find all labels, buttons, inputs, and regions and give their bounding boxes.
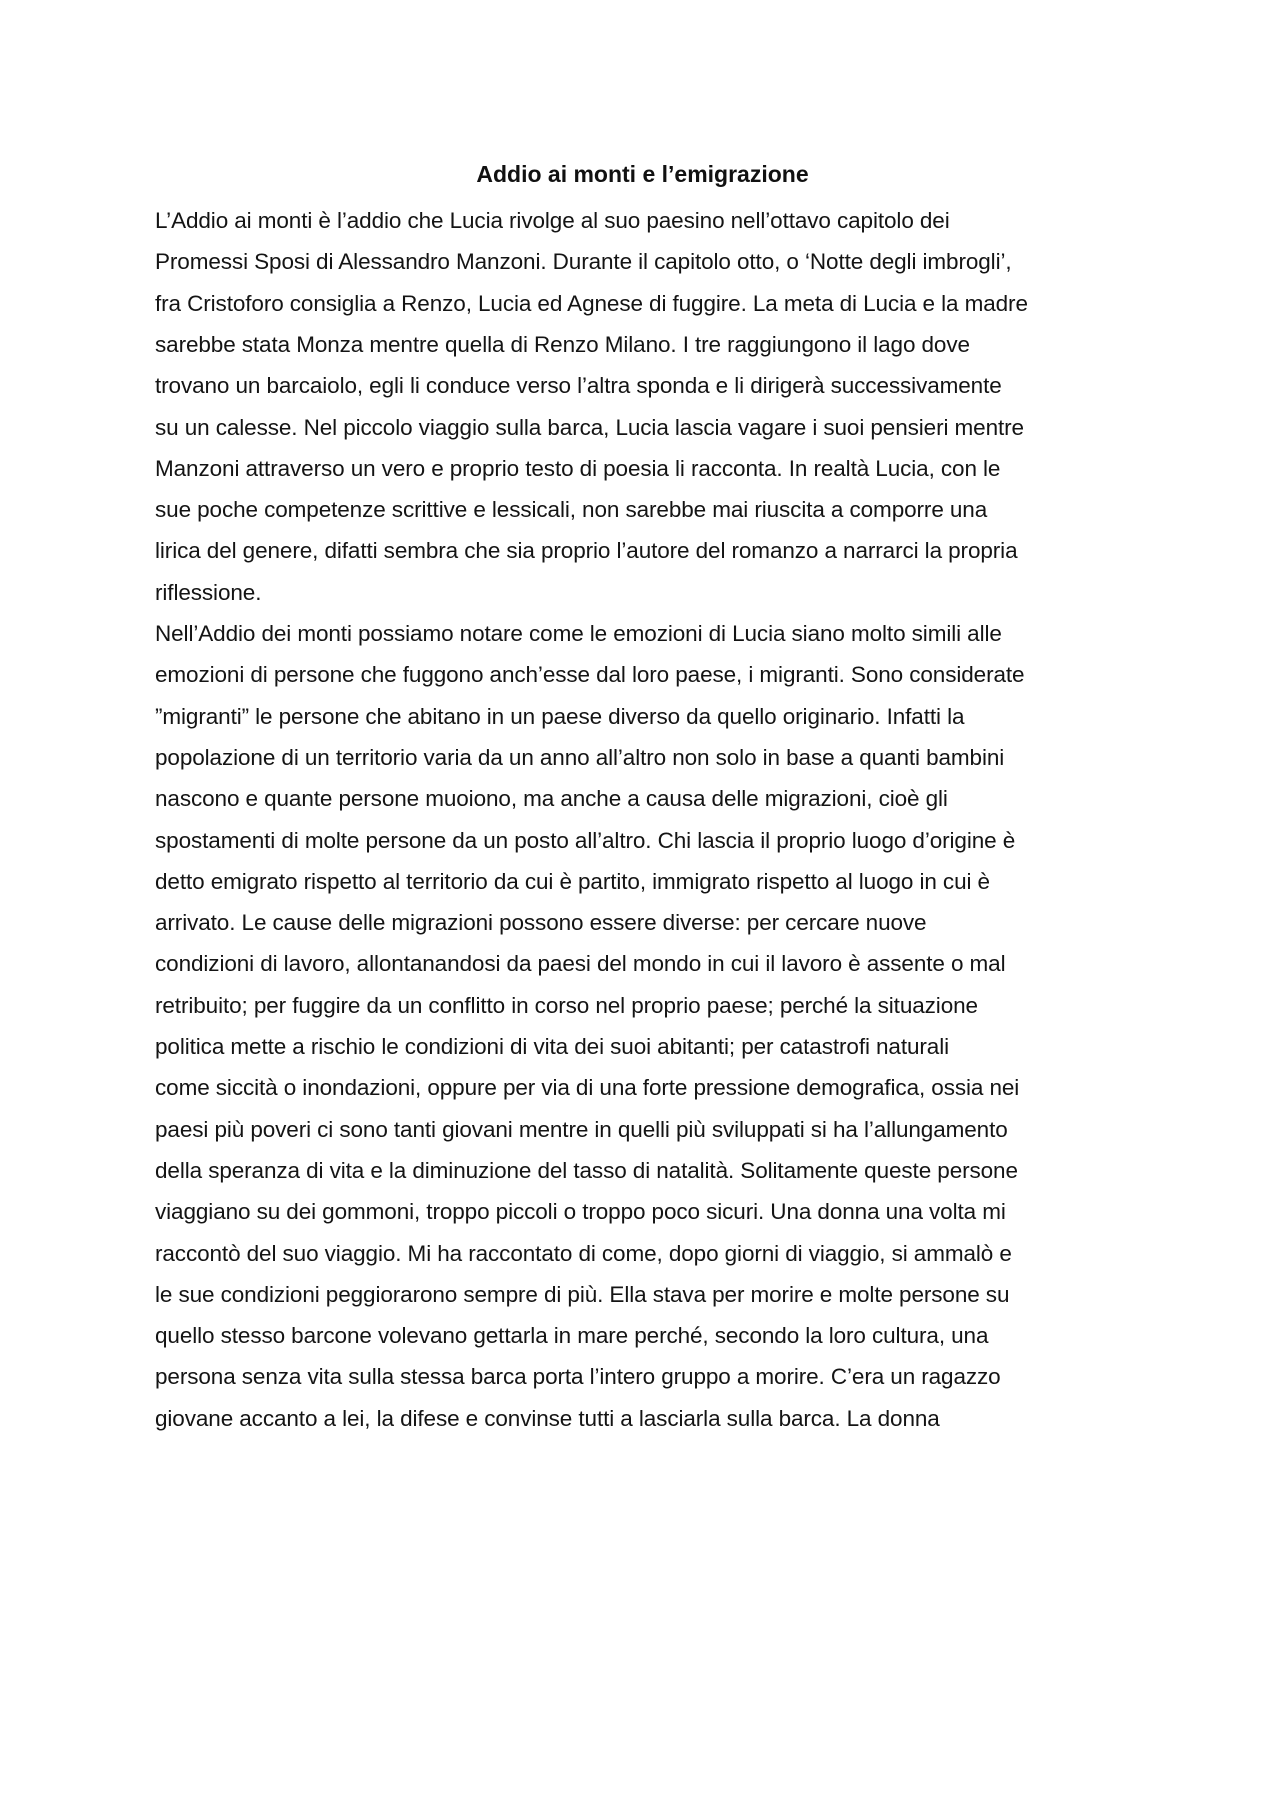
text-line: Manzoni attraverso un vero e proprio testo di poesia li racconta. In realtà Lucia, con le xyxy=(155,455,1001,481)
text-line: Nell’Addio dei monti possiamo notare come le emozioni di Lucia siano molto simili alle xyxy=(155,621,1002,646)
text-line: giovane accanto a lei, la difese e convinse tutti a lasciarla sulla barca. La donna xyxy=(155,1405,940,1431)
text-line: emozioni di persone che fuggono anch’esse dal loro paese, i migranti. Sono considerate xyxy=(155,662,1025,688)
text-line: sue poche competenze scrittive e lessicali, non sarebbe mai riuscita a comporre una xyxy=(155,497,988,523)
text-line: ”migranti” le persone che abitano in un paese diverso da quello originario. Infatti la xyxy=(155,703,965,729)
text-line: fra Cristoforo consiglia a Renzo, Lucia ed Agnese di fuggire. La meta di Lucia e la madre xyxy=(155,290,1028,316)
text-line: paesi più poveri ci sono tanti giovani mentre in quelli più sviluppati si ha l’allungamento xyxy=(155,1116,1008,1142)
text-line: condizioni di lavoro, allontanandosi da paesi del mondo in cui il lavoro è assente o mal xyxy=(155,951,1006,977)
text-line: politica mette a rischio le condizioni di vita dei suoi abitanti; per catastrofi naturali xyxy=(155,1034,950,1059)
text-line: persona senza vita sulla stessa barca porta l’intero gruppo a morire. C’era un ragazzo xyxy=(155,1364,1001,1390)
text-line: detto emigrato rispetto al territorio da cui è partito, immigrato rispetto al luogo in cui è xyxy=(155,868,990,894)
text-line: le sue condizioni peggiorarono sempre di più. Ella stava per morire e molte persone su xyxy=(155,1281,1010,1307)
text-line: trovano un barcaiolo, egli li conduce verso l’altra sponda e li dirigerà successivamente xyxy=(155,373,1002,399)
text-line: L’Addio ai monti è l’addio che Lucia rivolge al suo paesino nell’ottavo capitolo dei xyxy=(155,208,950,233)
text-line: quello stesso barcone volevano gettarla in mare perché, secondo la loro cultura, una xyxy=(155,1323,989,1349)
document-title: Addio ai monti e l’emigrazione xyxy=(476,161,809,187)
text-line: arrivato. Le cause delle migrazioni possono essere diverse: per cercare nuove xyxy=(155,910,927,936)
text-line: popolazione di un territorio varia da un anno all’altro non solo in base a quanti bambini xyxy=(155,744,1005,770)
text-line: Promessi Sposi di Alessandro Manzoni. Durante il capitolo otto, o ‘Notte degli imbrogli’, xyxy=(155,249,1012,275)
text-line: della speranza di vita e la diminuzione del tasso di natalità. Solitamente queste persone xyxy=(155,1157,1018,1183)
text-line: su un calesse. Nel piccolo viaggio sulla barca, Lucia lascia vagare i suoi pensieri mentre xyxy=(155,414,1024,440)
text-line: retribuito; per fuggire da un conflitto in corso nel proprio paese; perché la situazione xyxy=(155,992,978,1018)
text-line: riflessione. xyxy=(155,579,262,605)
text-line: raccontò del suo viaggio. Mi ha raccontato di come, dopo giorni di viaggio, si ammalò e xyxy=(155,1240,1012,1266)
text-line: come siccità o inondazioni, oppure per via di una forte pressione demografica, ossia nei xyxy=(155,1075,1020,1101)
text-line: spostamenti di molte persone da un posto all’altro. Chi lascia il proprio luogo d’origine è xyxy=(155,827,1016,853)
text-line: viaggiano su dei gommoni, troppo piccoli o troppo poco sicuri. Una donna una volta mi xyxy=(155,1199,1006,1225)
text-line: sarebbe stata Monza mentre quella di Renzo Milano. I tre raggiungono il lago dove xyxy=(155,331,970,357)
text-line: nascono e quante persone muoiono, ma anche a causa delle migrazioni, cioè gli xyxy=(155,786,948,812)
text-line: lirica del genere, difatti sembra che sia proprio l’autore del romanzo a narrarci la propria xyxy=(155,538,1018,564)
